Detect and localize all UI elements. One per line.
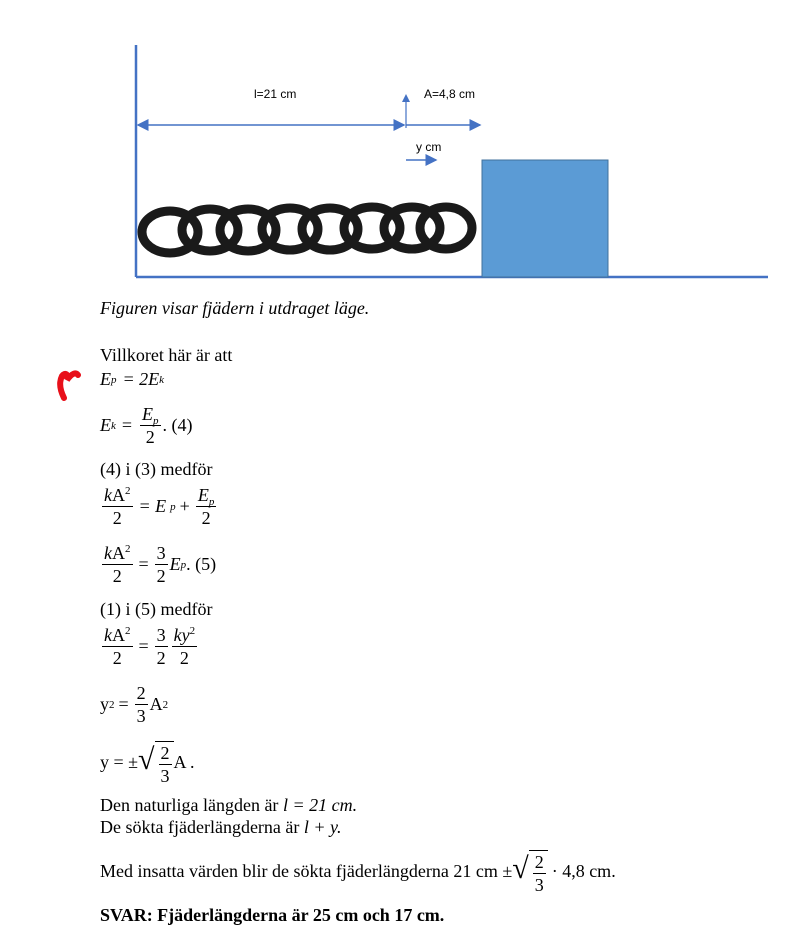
length-label: l=21 cm [254, 87, 297, 101]
y-label: y cm [416, 140, 442, 154]
equation-4: $\frac{kA^2}{2}$ = $\frac{3}{2}$ E p . (5) [104, 543, 217, 586]
equation-6: y 2 = $\frac{2}{3}$ A 2 [100, 683, 169, 726]
equation-3: $\frac{kA^2}{2}$ = E p + $\frac{E_p}{2}$ [104, 485, 215, 528]
spring-icon [142, 207, 472, 253]
answer-text: SVAR: Fjäderlängderna är 25 cm och 17 cm. [100, 905, 445, 925]
equation-7: y = ± √ $\frac{2}{3}$ A . [100, 743, 195, 787]
spring-figure [0, 0, 800, 300]
equation-5: $\frac{kA^2}{2}$ = $\frac{3}{2}$ $\frac{ky^2}{2}$ [104, 625, 196, 668]
equation-1: E p = 2E k [100, 369, 165, 389]
mass-block [482, 160, 608, 277]
red-check-mark [56, 368, 82, 402]
natural-length-text: Den naturliga längden är l = 21 cm. [100, 795, 358, 815]
equation-2: E k = $\frac{E_p}{2}$ . (4) [100, 404, 193, 447]
step-1-text: (4) i (3) medför [100, 459, 213, 479]
amplitude-label: A=4,8 cm [424, 87, 476, 101]
intro-text: Villkoret här är att [100, 345, 233, 365]
sought-length-text: De sökta fjäderlängderna är l + y. [100, 817, 342, 837]
values-line: Med insatta värden blir de sökta fjäderlängderna 21 cm ± √ $\frac{2}{3}$ · 4,8 cm. [100, 852, 616, 896]
figure-caption: Figuren visar fjädern i utdraget läge. [100, 298, 370, 318]
step-2-text: (1) i (5) medför [100, 599, 213, 619]
